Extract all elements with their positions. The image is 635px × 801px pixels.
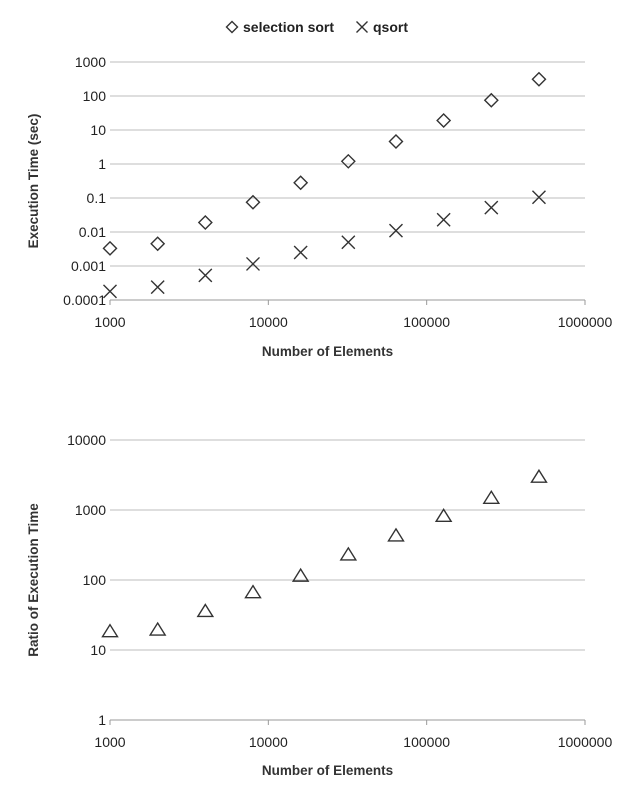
legend: [227, 19, 409, 35]
y-tick-label: 0.001: [70, 258, 106, 274]
data-point: [388, 529, 403, 541]
data-point: [342, 236, 355, 249]
legend-label: qsort: [373, 19, 408, 35]
data-point: [246, 257, 259, 270]
legend-label: selection sort: [243, 19, 335, 35]
series-x: [104, 191, 546, 298]
data-point: [199, 216, 212, 229]
y-tick-label: 100: [82, 572, 106, 588]
data-point: [294, 176, 307, 189]
y-axis-title: Ratio of Execution Time: [26, 503, 41, 657]
x-axis-title: Number of Elements: [261, 763, 394, 778]
data-point: [151, 281, 164, 294]
y-tick-label: 0.01: [78, 224, 106, 240]
legend-item: [357, 19, 409, 35]
series-triangle: [103, 470, 547, 636]
chart-1: [26, 19, 612, 359]
x-tick-label: 100000: [403, 314, 451, 330]
x-axis-title: Number of Elements: [261, 344, 394, 359]
data-point: [199, 269, 212, 282]
y-tick-label: 1000: [74, 54, 106, 70]
legend-x-marker: [357, 22, 368, 33]
data-point: [437, 213, 450, 226]
x-tick-label: 10000: [248, 314, 288, 330]
data-point: [485, 201, 498, 214]
data-point: [150, 623, 165, 635]
data-point: [436, 509, 451, 521]
data-point: [245, 586, 260, 598]
y-tick-label: 1: [98, 156, 106, 172]
data-point: [437, 114, 450, 127]
x-tick-label: 1000000: [557, 314, 613, 330]
y-tick-label: 10000: [67, 432, 106, 448]
x-tick-label: 10000: [248, 734, 288, 750]
y-tick-label: 100: [82, 88, 106, 104]
x-tick-label: 1000000: [557, 734, 613, 750]
y-tick-label: 0.1: [86, 190, 106, 206]
data-point: [103, 625, 118, 637]
data-point: [532, 73, 545, 86]
legend-item: [227, 19, 335, 35]
data-point: [293, 569, 308, 581]
data-point: [484, 491, 499, 503]
data-point: [104, 242, 117, 255]
legend-diamond-marker: [227, 22, 238, 33]
y-tick-label: 10: [90, 122, 106, 138]
data-point: [294, 246, 307, 259]
y-tick-label: 0.0001: [63, 292, 106, 308]
x-tick-label: 1000: [94, 734, 126, 750]
x-tick-label: 100000: [403, 734, 451, 750]
data-point: [198, 604, 213, 616]
data-point: [389, 224, 402, 237]
data-point: [341, 548, 356, 560]
chart-2: [26, 432, 612, 778]
data-point: [531, 470, 546, 482]
y-tick-label: 1: [98, 712, 106, 728]
data-point: [389, 135, 402, 148]
y-axis-title: Execution Time (sec): [26, 113, 41, 249]
x-tick-label: 1000: [94, 314, 126, 330]
data-point: [342, 155, 355, 168]
y-tick-label: 10: [90, 642, 106, 658]
y-tick-label: 1000: [74, 502, 106, 518]
data-point: [532, 191, 545, 204]
data-point: [151, 237, 164, 250]
